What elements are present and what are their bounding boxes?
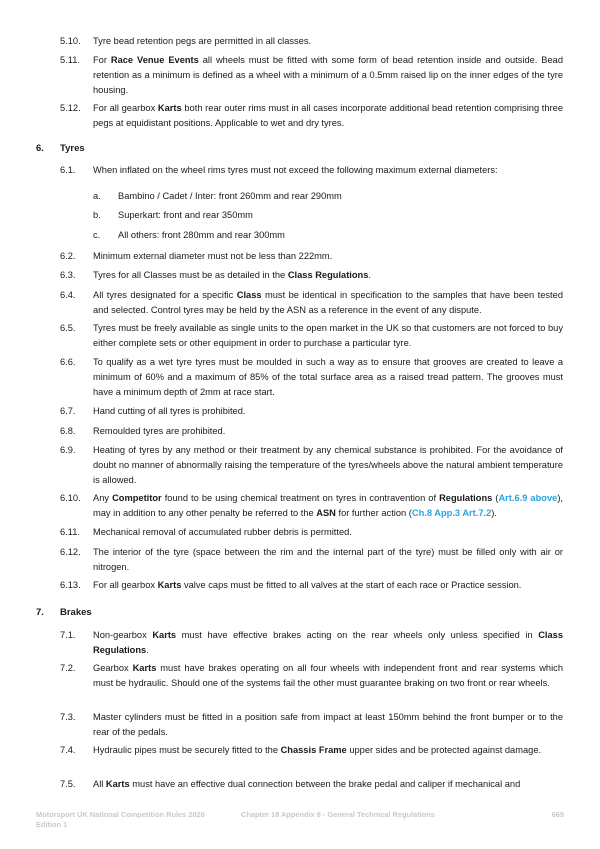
rule-number: 6.10.: [60, 493, 81, 503]
section-title-tyres: Tyres: [60, 143, 85, 154]
rule-text-6-4: All tyres designated for a specific Class must be identical in specification to the samples that have been tested and selected. Control tyres may be held by the ASN as a reference in the event of any dispute.: [93, 290, 563, 315]
rule-number: 6.3.: [60, 270, 76, 280]
rule-text-6-7: Hand cutting of all tyres is prohibited.: [93, 406, 246, 416]
rule-number: 5.12.: [60, 103, 81, 113]
rule-number: 6.4.: [60, 290, 76, 300]
rule-text-7-1: Non-gearbox Karts must have effective brakes acting on the rear wheels only unless specified in Class Regulations.: [93, 630, 563, 655]
rule-number: 5.10.: [60, 36, 81, 46]
list-item-b: Superkart: front and rear 350mm: [118, 210, 253, 220]
footer-publication-title: Motorsport UK National Competition Rules 2026: [36, 810, 205, 819]
rule-text-7-3: Master cylinders must be fitted in a position safe from impact at least 150mm behind the front bumper or to the rear of the pedals.: [93, 712, 563, 737]
rule-number: 7.5.: [60, 779, 76, 789]
rule-number: 6.8.: [60, 426, 76, 436]
cross-reference-link[interactable]: Ch.8 App.3 Art.7.2: [411, 508, 492, 518]
rule-number: 6.12.: [60, 547, 81, 557]
section-title-brakes: Brakes: [60, 607, 92, 618]
rule-number: 6.11.: [60, 527, 80, 537]
rule-text-6-13: For all gearbox Karts valve caps must be fitted to all valves at the start of each race or Practice session.: [93, 580, 522, 590]
rule-number: 6.9.: [60, 445, 76, 455]
rule-text-6-1: When inflated on the wheel rims tyres must not exceed the following maximum external diameters:: [93, 165, 498, 175]
rule-text-6-9: Heating of tyres by any method or their treatment by any chemical substance is prohibited. For the avoidance of doubt no manner of abnormally raising the temperature of the tyres/wheels above the natural ambient temperature is allowed.: [93, 445, 563, 485]
footer-chapter: Chapter 18 Appendix 8 - General Technical Regulations: [241, 810, 435, 819]
section-number: 6.: [36, 143, 44, 154]
rule-number: 7.4.: [60, 745, 76, 755]
list-item-c: All others: front 280mm and rear 300mm: [118, 230, 285, 240]
rule-text-7-5: All Karts must have an effective dual connection between the brake pedal and caliper if mechanical and: [93, 779, 521, 789]
footer-page-number: 669: [551, 810, 564, 819]
rule-text-6-12: The interior of the tyre (space between the rim and the internal part of the tyre) must be filled only with air or nitrogen.: [93, 547, 563, 572]
rule-number: 7.3.: [60, 712, 76, 722]
cross-reference-link[interactable]: Art.6.9 above: [498, 493, 558, 503]
rule-text-5-12: For all gearbox Karts both rear outer rims must in all cases incorporate additional bead retention comprising three pegs at equidistant positions. Applicable to wet and dry tyres.: [93, 103, 564, 128]
footer-publication: [36, 810, 205, 830]
rule-text-5-11: For Race Venue Events all wheels must be fitted with some form of bead retention inside and outside. Bead retention as a minimum is defined as a wheel with a minimum of a 0.5mm raised lip on the inner edges of the tyre housing.: [93, 55, 564, 95]
list-marker: b.: [93, 210, 101, 220]
rule-text-6-11: Mechanical removal of accumulated rubber debris is permitted.: [93, 527, 352, 537]
rule-text-6-3: Tyres for all Classes must be as detailed in the Class Regulations.: [93, 270, 372, 280]
rule-number: 6.13.: [60, 580, 81, 590]
rule-number: 6.5.: [60, 323, 76, 333]
rule-text-7-2: Gearbox Karts must have brakes operating on all four wheels with independent front and rear systems which must be hydraulic. Should one of the systems fail the other must guarantee braking on two front or rear wheels.: [93, 663, 563, 688]
rule-number: 7.2.: [60, 663, 76, 673]
rule-number: 5.11.: [60, 55, 80, 65]
rule-number: 6.2.: [60, 251, 76, 261]
rule-text-7-4: Hydraulic pipes must be securely fitted to the Chassis Frame upper sides and be protected against damage.: [93, 745, 542, 755]
rule-number: 7.1.: [60, 630, 76, 640]
section-number: 7.: [36, 607, 44, 618]
list-marker: a.: [93, 191, 101, 201]
rule-number: 6.1.: [60, 165, 76, 175]
list-item-a: Bambino / Cadet / Inter: front 260mm and rear 290mm: [118, 191, 342, 201]
rule-text-6-6: To qualify as a wet tyre tyres must be moulded in such a way as to ensure that grooves are created to leave a minimum of 60% and a maximum of 85% of the total surface area as a raised tread pattern. The grooves must have a minimum depth of 2mm at race start.: [93, 357, 563, 397]
rule-number: 6.7.: [60, 406, 76, 416]
rule-text-6-2: Minimum external diameter must not be less than 222mm.: [93, 251, 333, 261]
rule-text-6-8: Remoulded tyres are prohibited.: [93, 426, 226, 436]
rule-text-5-10: Tyre bead retention pegs are permitted in all classes.: [93, 36, 312, 46]
footer-edition: Edition 1: [36, 820, 68, 829]
rule-text-6-5: Tyres must be freely available as single units to the open market in the UK so that customers are not forced to buy either complete sets or other equipment in order to purchase a particular tyre.: [93, 323, 563, 348]
rule-text-6-10: Any Competitor found to be using chemical treatment on tyres in contravention of Regulations (Art.6.9 above), may in addition to any other penalty be referred to the ASN for further action (Ch.8 App.3 Art.7.2).: [93, 493, 563, 518]
list-marker: c.: [93, 230, 101, 240]
rule-number: 6.6.: [60, 357, 76, 367]
